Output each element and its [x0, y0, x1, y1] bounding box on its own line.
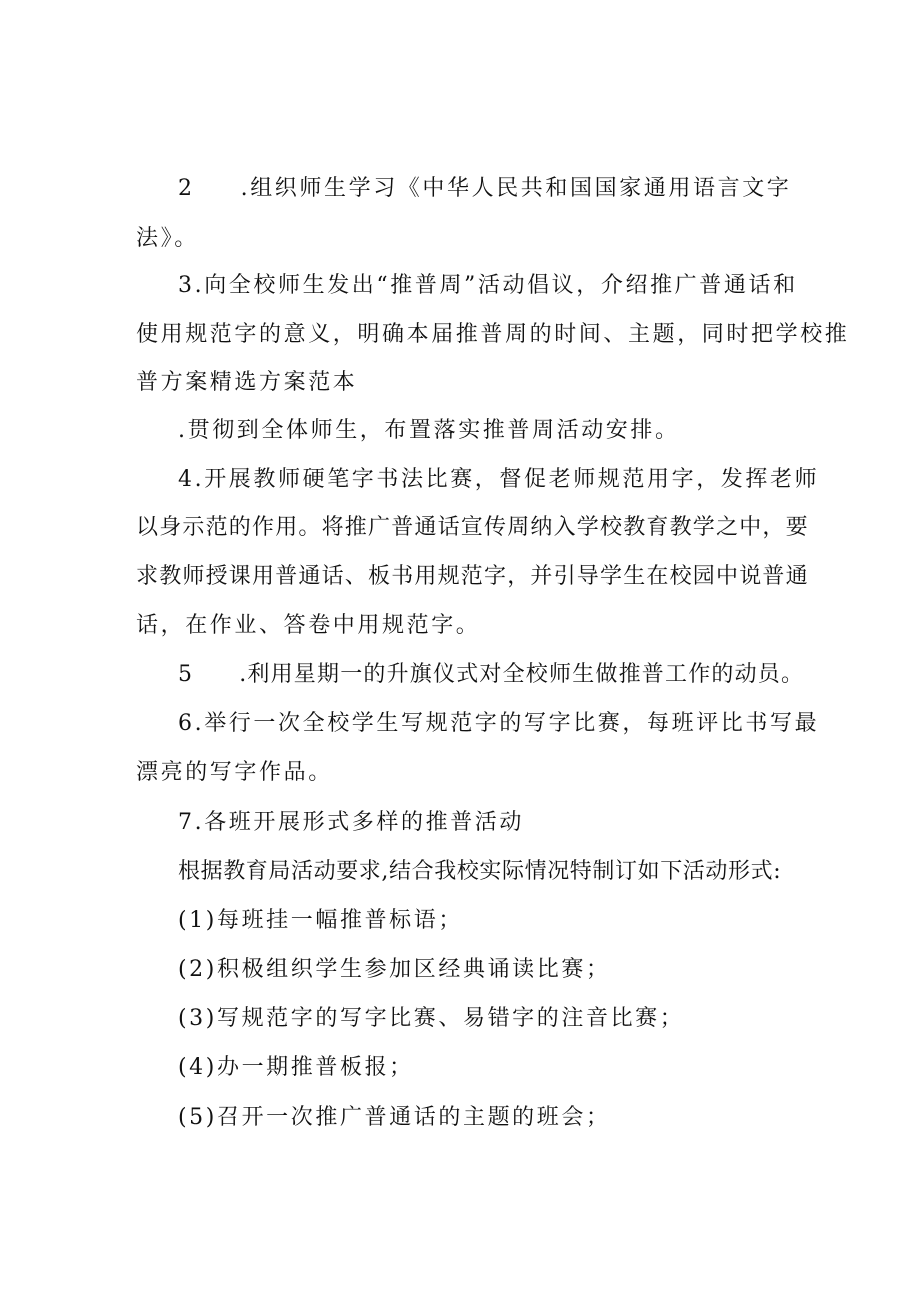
- paragraph-line: 4.开展教师硬笔字书法比赛，督促老师规范用字，发挥老师: [178, 467, 820, 492]
- list-item: (3)写规范字的写字比赛、易错字的注音比赛；: [178, 1006, 685, 1031]
- paragraph-line: [178, 174, 791, 204]
- list-item: (2)积极组织学生参加区经典诵读比赛；: [178, 957, 611, 982]
- paragraph-line: 普方案精选方案范本: [136, 370, 358, 395]
- paragraph-line: 使用规范字的意义，明确本届推普周的时间、主题，同时把学校推: [136, 322, 850, 347]
- paragraph-line: [178, 660, 804, 690]
- item-number: 2: [178, 176, 195, 201]
- line-text: .组织师生学习《中华人民共和国国家通用语言文字: [240, 176, 792, 201]
- paragraph-line: 以身示范的作用。将推广普通话宣传周纳入学校教育教学之中，要: [136, 515, 809, 540]
- paragraph-line: 根据教育局活动要求,结合我校实际情况特制订如下活动形式:: [178, 859, 782, 884]
- paragraph-line: 法》。: [136, 226, 199, 251]
- paragraph-line: 求教师授课用普通话、板书用规范字，并引导学生在校园中说普通: [136, 564, 809, 589]
- paragraph-line: 漂亮的写字作品。: [136, 760, 333, 785]
- paragraph-line: 7.各班开展形式多样的推普活动: [178, 810, 524, 835]
- item-number: 5: [178, 662, 194, 687]
- list-item: (4)办一期推普板报；: [178, 1055, 414, 1080]
- paragraph-line: .贯彻到全体师生，布置落实推普周活动安排。: [178, 418, 680, 443]
- list-item: (1)每班挂一幅推普标语；: [178, 908, 463, 933]
- line-text: .利用星期一的升旗仪式对全校师生做推普工作的动员。: [239, 662, 805, 687]
- paragraph-line: 6.举行一次全校学生写规范字的写字比赛，每班评比书写最: [178, 711, 820, 736]
- paragraph-line: 3.向全校师生发出“推普周”活动倡议，介绍推广普通话和: [178, 273, 798, 298]
- list-item: (5)召开一次推广普通话的主题的班会；: [178, 1105, 611, 1130]
- paragraph-line: 话，在作业、答卷中用规范字。: [136, 613, 481, 638]
